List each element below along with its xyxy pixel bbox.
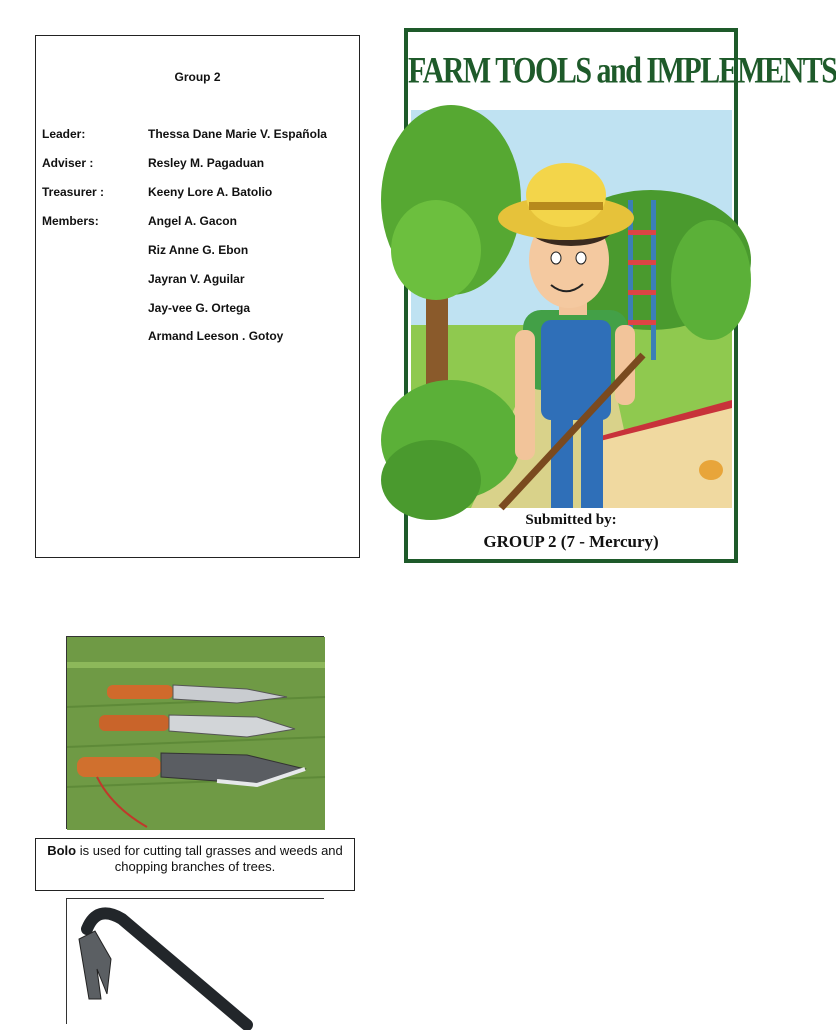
bolo-term: Bolo	[47, 843, 77, 858]
submitted-by-label: Submitted by:	[525, 512, 617, 528]
roster-name: Jay-vee G. Ortega	[148, 301, 251, 315]
group-title: Group 2	[174, 70, 221, 84]
farmer-eye	[576, 252, 586, 264]
hat-crown	[526, 163, 606, 227]
bolo-photo	[66, 636, 324, 829]
knife-handle	[107, 685, 173, 699]
hedge	[671, 220, 751, 340]
ladder-rung	[628, 260, 656, 265]
tree-canopy	[391, 200, 481, 300]
bolo-caption	[35, 838, 355, 891]
hat-band	[529, 202, 603, 210]
roster-role: Treasurer :	[42, 185, 105, 199]
crowbar-illustration	[67, 899, 325, 1025]
knife-handle	[99, 715, 169, 731]
roster-role: Leader:	[42, 127, 86, 141]
bolo-description: is used for cutting tall grasses and weeds and chopping branches of trees.	[76, 843, 343, 874]
bush	[381, 440, 481, 520]
knife-handle	[77, 757, 161, 777]
ladder-rung	[628, 230, 656, 235]
roster-name: Resley M. Pagaduan	[148, 156, 265, 170]
leaf-vein	[67, 662, 325, 668]
roster-name: Riz Anne G. Ebon	[148, 243, 249, 257]
farmer-illustration	[411, 110, 732, 508]
roster-name: Keeny Lore A. Batolio	[148, 185, 273, 199]
group-line: GROUP 2 (7 - Mercury)	[483, 532, 659, 551]
cover-page	[404, 28, 836, 563]
crowbar-photo	[66, 898, 324, 1024]
cover-title: FARM TOOLS and IMPLEMENTS	[408, 50, 836, 92]
farmer-eye	[551, 252, 561, 264]
roster-name: Armand Leeson . Gotoy	[148, 329, 284, 343]
roster-role: Adviser :	[42, 156, 94, 170]
roster-role: Members:	[42, 214, 99, 228]
ladder-rail	[651, 200, 656, 360]
farmer-arm	[515, 330, 535, 460]
toy-bucket	[699, 460, 723, 480]
ladder-rung	[628, 290, 656, 295]
roster-name: Angel A. Gacon	[148, 214, 237, 228]
bolo-knives-illustration	[67, 637, 325, 830]
roster-name: Thessa Dane Marie V. Española	[148, 127, 327, 141]
roster-name: Jayran V. Aguilar	[148, 272, 245, 286]
group-roster-card	[35, 35, 360, 558]
ladder-rung	[628, 320, 656, 325]
